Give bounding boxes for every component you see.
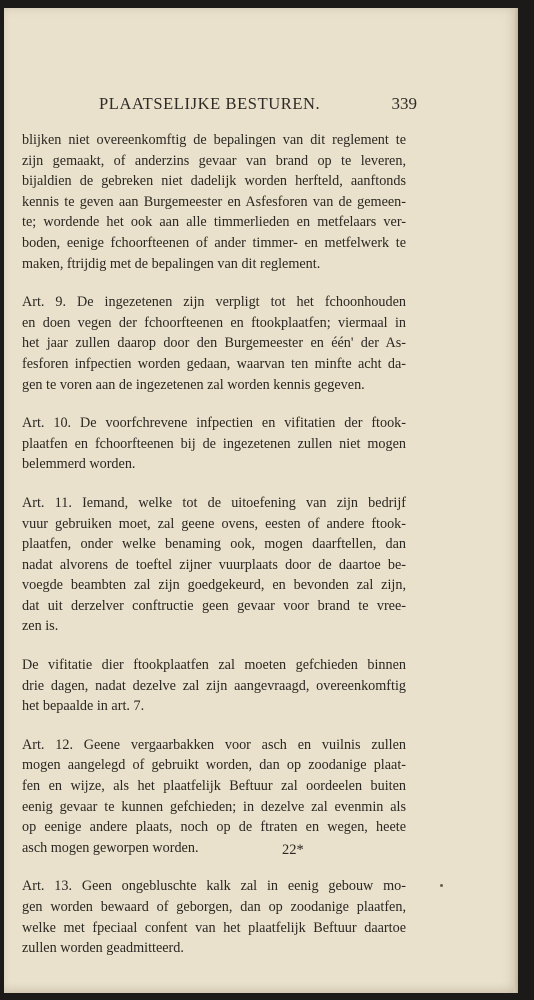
text-line: Art. 9. De ingezetenen zijn verpligt tot het fchoonhouden <box>22 294 406 311</box>
text-line: Art. 10. De voorfchrevene infpectien en vifitatien der ftook- <box>22 415 406 432</box>
paragraph <box>22 655 406 717</box>
text-line: het bepaalde in art. 7. <box>22 698 145 715</box>
body-text <box>22 130 406 959</box>
text-line: kennis te geven aan Burgemeester en Asfesforen van de gemeen- <box>22 193 406 210</box>
text-line: en doen vegen der fchoorfteenen en ftookplaatfen; viermaal in <box>22 314 406 331</box>
text-line: zijn gemaakt, of anderzins gevaar van brand op te leveren, <box>22 152 406 169</box>
paragraph-gap <box>22 858 406 876</box>
paragraph-gap <box>22 637 406 655</box>
text-line: dat uit derzelver conftructie geen gevaar voor brand te vree- <box>22 597 406 614</box>
paragraph-gap <box>22 395 406 413</box>
text-line: Art. 12. Geene vergaarbakken voor asch en vuilnis zullen <box>22 736 406 753</box>
text-line: fen en wijze, als het plaatfelijk Beftuur zal oordeelen buiten <box>22 778 406 795</box>
paragraph-gap <box>22 717 406 735</box>
text-line: zullen worden geadmitteerd. <box>22 940 184 957</box>
text-line: plaatfen, onder welke benaming ook, mogen daarftellen, dan <box>22 536 406 553</box>
paragraph-gap <box>22 274 406 292</box>
signature-mark: 22* <box>282 842 304 858</box>
text-line: nadat alvorens de toeftel zijner vuurplaats door de daartoe be- <box>22 556 406 573</box>
text-line: vuur gebruiken moet, zal geene ovens, eesten of andere ftook- <box>22 515 406 532</box>
text-line: te; wordende het ook aan alle timmerlieden en metfelaars ver- <box>22 214 406 231</box>
paragraph <box>22 876 406 958</box>
running-title: PLAATSELIJKE BESTUREN. <box>99 94 321 113</box>
text-line: mogen aangelegd of gebruikt worden, dan op zoodanige plaat- <box>22 757 406 774</box>
text-line: plaatfen en fchoorfteenen bij de ingezetenen zullen niet mogen <box>22 435 406 452</box>
text-line: drie dagen, nadat dezelve zal zijn aangevraagd, overeenkomftig <box>22 677 406 694</box>
text-line: asch mogen geworpen worden. <box>22 839 199 856</box>
text-line: fesforen infpectien worden gedaan, waarvan ten minfte acht da- <box>22 355 406 372</box>
paragraph-gap <box>22 475 406 493</box>
paragraph <box>22 413 406 475</box>
paragraph <box>22 130 406 274</box>
text-line: boden, eenige fchoorfteenen of ander timmer- en metfelwerk te <box>22 234 406 251</box>
text-line: het jaar zullen daarop door den Burgemeester en één' der As- <box>22 335 406 352</box>
paragraph <box>22 292 406 395</box>
text-line: blijken niet overeenkomftig de bepalingen van dit reglement te <box>22 132 406 148</box>
text-line: op eenige andere plaats, noch op de ftraten en wegen, heete <box>22 819 406 836</box>
text-line: gen worden bewaard of geborgen, dan op zoodanige plaatfen, <box>22 899 406 915</box>
text-line: Art. 13. Geen ongebluschte kalk zal in eenig gebouw mo- <box>22 878 406 895</box>
text-line: welke met fpeciaal confent van het plaatfelijk Beftuur daartoe <box>22 919 406 936</box>
page-header <box>99 94 417 114</box>
text-line: Art. 11. Iemand, welke tot de uitoefening van zijn bedrijf <box>22 494 406 511</box>
paper-speck <box>440 884 443 887</box>
text-line: De vifitatie dier ftookplaatfen zal moeten gefchieden binnen <box>22 657 406 674</box>
paragraph <box>22 493 406 637</box>
text-line: belemmerd worden. <box>22 456 136 473</box>
paragraph <box>22 735 406 859</box>
page-number: 339 <box>391 94 417 113</box>
book-page <box>4 8 518 993</box>
text-line: voegde beambten zal zijn goedgekeurd, en bevonden zal zijn, <box>22 577 406 594</box>
text-line: gen te voren aan de ingezetenen zal worden kennis gegeven. <box>22 376 365 393</box>
page-edge <box>514 8 518 993</box>
text-line: eenig gevaar te kunnen gefchieden; in dezelve zal evenmin als <box>22 798 406 815</box>
text-line: bijaldien de gebreken niet dadelijk worden herfteld, aanftonds <box>22 173 406 190</box>
text-line: maken, ftrijdig met de bepalingen van dit reglement. <box>22 255 321 272</box>
text-line: zen is. <box>22 618 59 635</box>
